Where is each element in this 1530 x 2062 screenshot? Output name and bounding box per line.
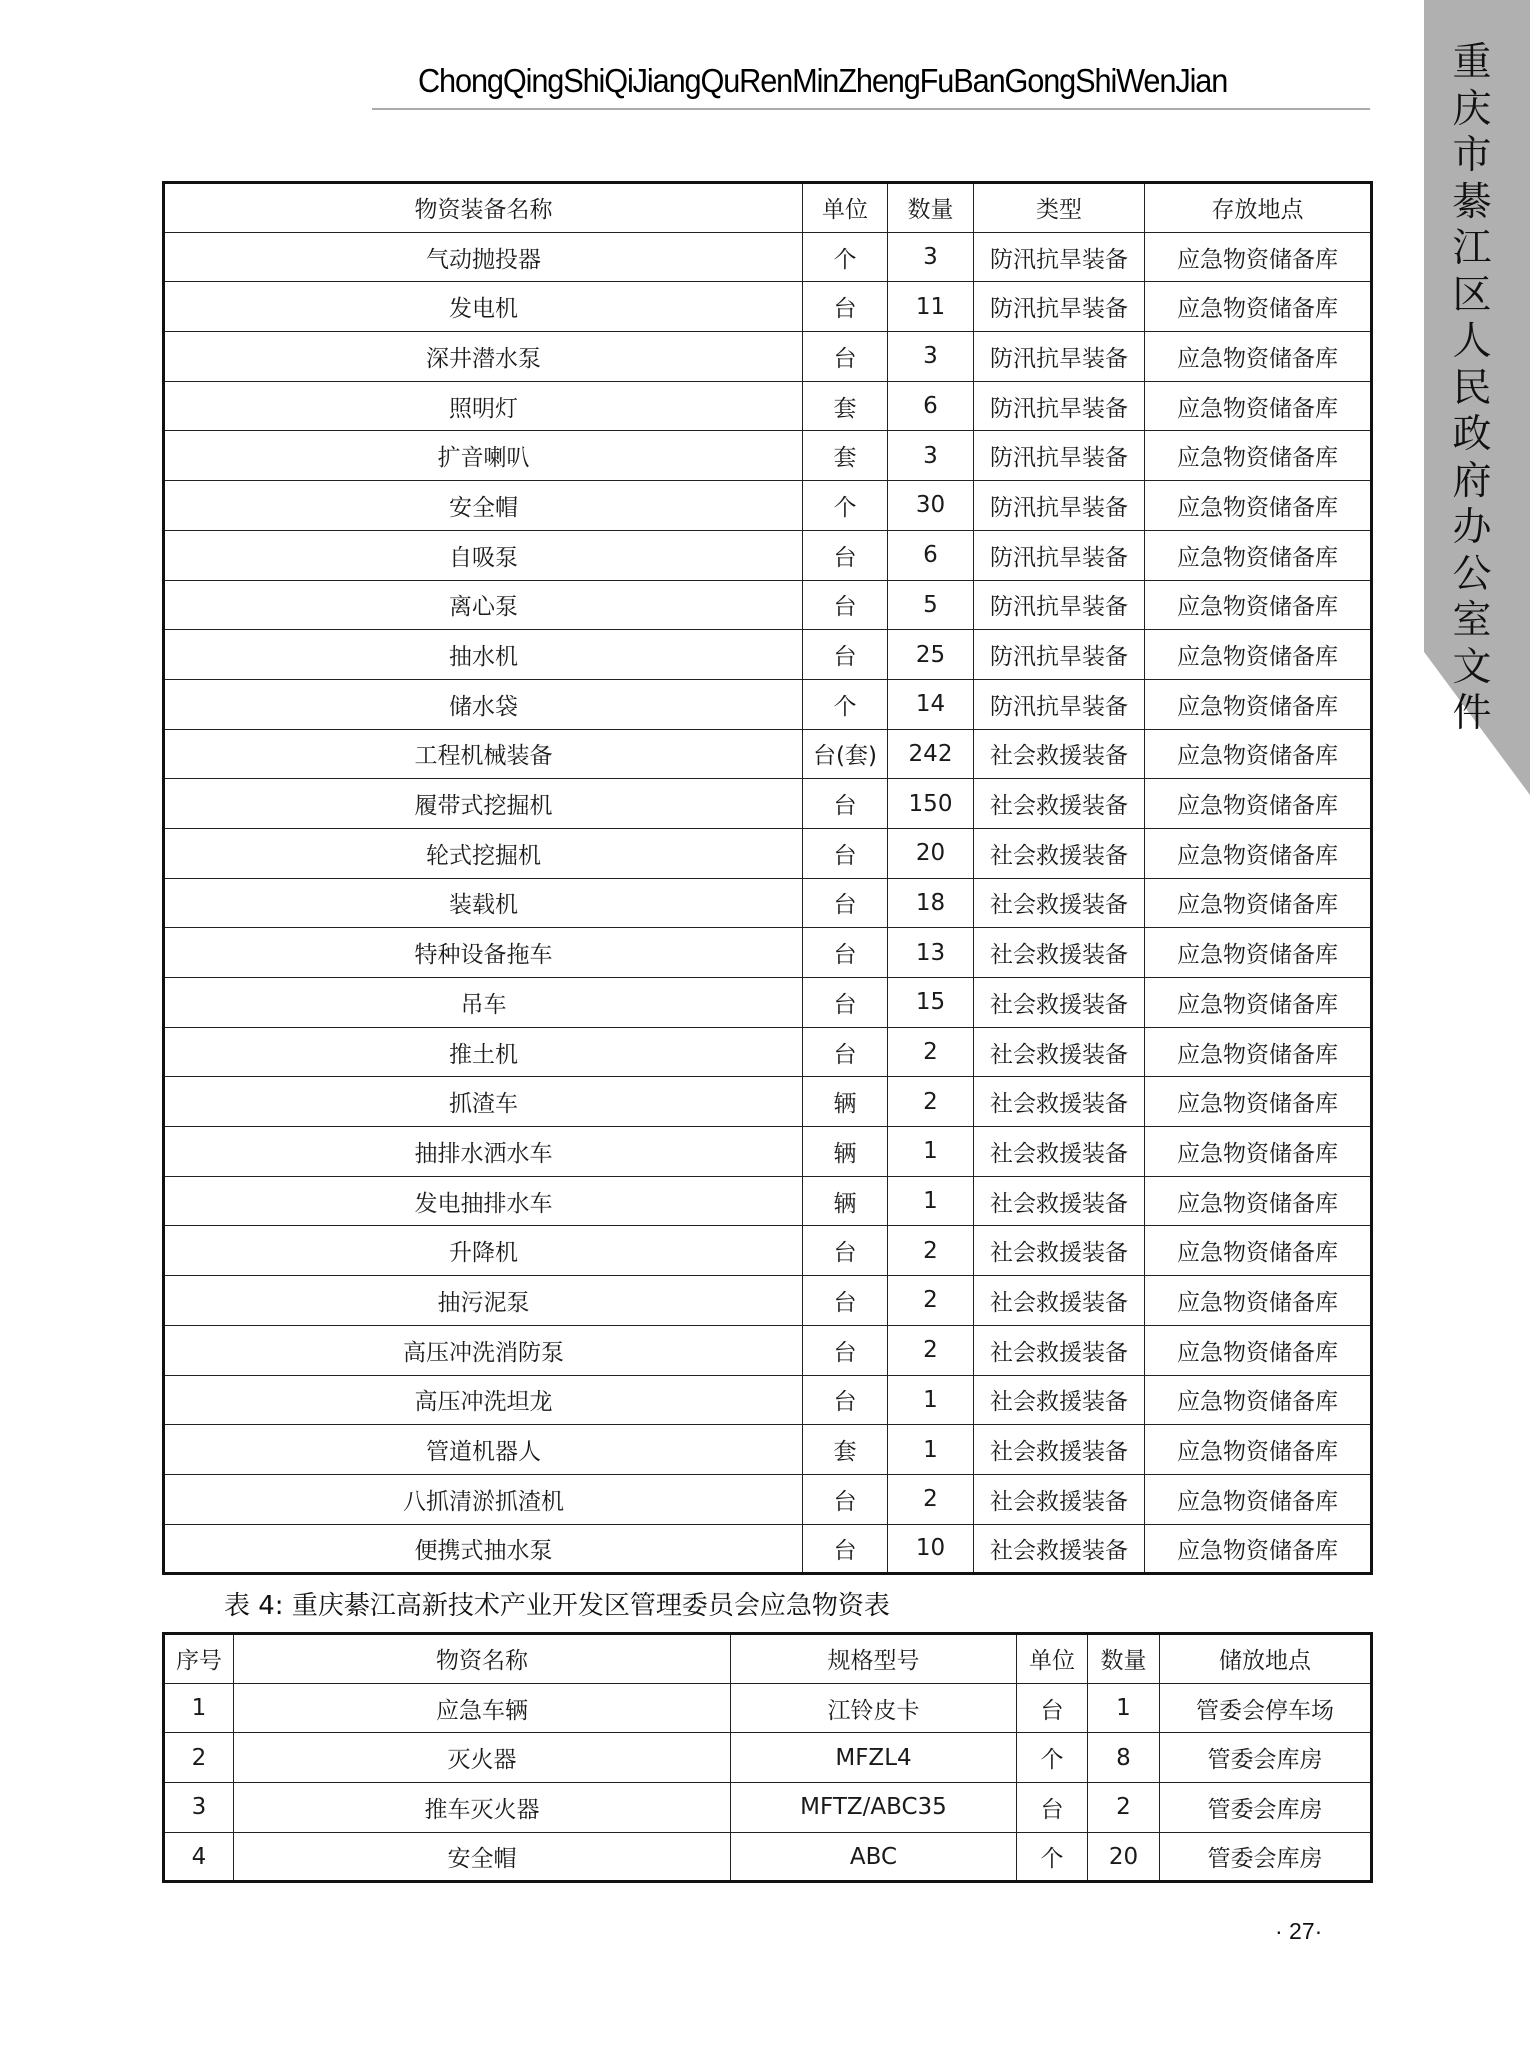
table-row (164, 282, 1372, 332)
table-cell: 8 (1088, 1733, 1160, 1783)
table-cell: 社会救援装备 (974, 978, 1145, 1028)
table-cell: 装载机 (164, 878, 803, 928)
table-cell: 便携式抽水泵 (164, 1524, 803, 1574)
table-cell: 2 (888, 1077, 974, 1127)
table-cell: 套 (803, 1425, 888, 1475)
table-cell: 6 (888, 530, 974, 580)
table-cell: 1 (164, 1683, 234, 1733)
table-cell: 社会救援装备 (974, 1077, 1145, 1127)
table-row (164, 1474, 1372, 1524)
table-cell: 防汛抗旱装备 (974, 232, 1145, 282)
table-cell: 应急物资储备库 (1145, 679, 1372, 729)
table-cell: 社会救援装备 (974, 1127, 1145, 1177)
table-cell: 2 (888, 1027, 974, 1077)
table-cell: 应急物资储备库 (1145, 1127, 1372, 1177)
table-row (164, 978, 1372, 1028)
table-cell: 社会救援装备 (974, 1027, 1145, 1077)
table-cell: 2 (888, 1276, 974, 1326)
column-header: 储放地点 (1160, 1634, 1372, 1684)
table-cell: 150 (888, 779, 974, 829)
table-cell: 台 (1017, 1683, 1088, 1733)
table-cell: 发电机 (164, 282, 803, 332)
table-cell: 3 (888, 431, 974, 481)
table-cell: 社会救援装备 (974, 729, 1145, 779)
table-cell: 2 (888, 1226, 974, 1276)
table-header-row (164, 1634, 1372, 1684)
side-tab-label: 重庆市綦江区人民政府办公室文件 (1452, 40, 1492, 736)
table-cell: 个 (1017, 1832, 1088, 1882)
running-header: ChongQingShiQiJiangQuRenMinZhengFuBanGongShiWenJian (418, 62, 1228, 99)
table-row (164, 232, 1372, 282)
table-row (164, 332, 1372, 382)
table-row (164, 1375, 1372, 1425)
table-cell: ABC (731, 1832, 1017, 1882)
equipment-table-body (164, 232, 1372, 1574)
table-cell: MFZL4 (731, 1733, 1017, 1783)
table-cell: 台 (803, 779, 888, 829)
table-cell: MFTZ/ABC35 (731, 1783, 1017, 1833)
table-cell: 台 (803, 282, 888, 332)
table-cell: 高压冲洗坦龙 (164, 1375, 803, 1425)
table-cell: 防汛抗旱装备 (974, 679, 1145, 729)
table-cell: 自吸泵 (164, 530, 803, 580)
table-cell: 应急物资储备库 (1145, 1176, 1372, 1226)
table-cell: 台(套) (803, 729, 888, 779)
page-number: · 27· (1275, 1918, 1323, 1944)
column-header: 单位 (803, 183, 888, 233)
table-cell: 社会救援装备 (974, 878, 1145, 928)
table-cell: 20 (888, 828, 974, 878)
table-cell: 应急物资储备库 (1145, 1325, 1372, 1375)
table-cell: 应急物资储备库 (1145, 232, 1372, 282)
table-cell: 应急物资储备库 (1145, 530, 1372, 580)
table-cell: 防汛抗旱装备 (974, 282, 1145, 332)
table-cell: 1 (1088, 1683, 1160, 1733)
table-cell: 5 (888, 580, 974, 630)
table-cell: 应急物资储备库 (1145, 332, 1372, 382)
table-cell: 辆 (803, 1077, 888, 1127)
column-header: 数量 (1088, 1634, 1160, 1684)
table-cell: 社会救援装备 (974, 1276, 1145, 1326)
table-cell: 3 (888, 232, 974, 282)
table-cell: 社会救援装备 (974, 1425, 1145, 1475)
table-cell: 2 (888, 1474, 974, 1524)
table-cell: 防汛抗旱装备 (974, 580, 1145, 630)
table-cell: 应急物资储备库 (1145, 381, 1372, 431)
table-cell: 个 (803, 481, 888, 531)
table-cell: 升降机 (164, 1226, 803, 1276)
table-cell: 1 (888, 1127, 974, 1177)
table-cell: 安全帽 (234, 1832, 731, 1882)
table-cell: 推车灭火器 (234, 1783, 731, 1833)
table-cell: 灭火器 (234, 1733, 731, 1783)
table-cell: 应急物资储备库 (1145, 630, 1372, 680)
table-cell: 吊车 (164, 978, 803, 1028)
table-cell: 社会救援装备 (974, 1226, 1145, 1276)
table-cell: 30 (888, 481, 974, 531)
table-row (164, 431, 1372, 481)
table-cell: 个 (803, 232, 888, 282)
table-row (164, 1783, 1372, 1833)
table-cell: 6 (888, 381, 974, 431)
column-header: 序号 (164, 1634, 234, 1684)
table-cell: 台 (803, 1524, 888, 1574)
table-cell: 25 (888, 630, 974, 680)
table-cell: 特种设备拖车 (164, 928, 803, 978)
table-cell: 2 (1088, 1783, 1160, 1833)
table-cell: 台 (803, 1325, 888, 1375)
equipment-table (162, 181, 1373, 1575)
table-cell: 台 (803, 828, 888, 878)
table-row (164, 381, 1372, 431)
table-cell: 扩音喇叭 (164, 431, 803, 481)
table-cell: 防汛抗旱装备 (974, 481, 1145, 531)
table-cell: 防汛抗旱装备 (974, 381, 1145, 431)
table-cell: 辆 (803, 1127, 888, 1177)
table-cell: 3 (164, 1783, 234, 1833)
table-cell: 轮式挖掘机 (164, 828, 803, 878)
table-cell: 应急物资储备库 (1145, 1077, 1372, 1127)
table-cell: 管道机器人 (164, 1425, 803, 1475)
materials-table (162, 1632, 1373, 1883)
table-cell: 台 (803, 878, 888, 928)
table-cell: 应急物资储备库 (1145, 1226, 1372, 1276)
table-cell: 管委会库房 (1160, 1783, 1372, 1833)
table-cell: 11 (888, 282, 974, 332)
table-row (164, 1127, 1372, 1177)
table-row (164, 1176, 1372, 1226)
column-header: 物资装备名称 (164, 183, 803, 233)
table-cell: 应急物资储备库 (1145, 878, 1372, 928)
table-row (164, 1226, 1372, 1276)
table-cell: 离心泵 (164, 580, 803, 630)
table-cell: 辆 (803, 1176, 888, 1226)
table-cell: 社会救援装备 (974, 1474, 1145, 1524)
table-cell: 台 (803, 928, 888, 978)
table-cell: 发电抽排水车 (164, 1176, 803, 1226)
table-cell: 抓渣车 (164, 1077, 803, 1127)
column-header: 数量 (888, 183, 974, 233)
table-cell: 台 (803, 1226, 888, 1276)
table-cell: 1 (888, 1425, 974, 1475)
table-cell: 15 (888, 978, 974, 1028)
table-cell: 应急物资储备库 (1145, 481, 1372, 531)
table-cell: 3 (888, 332, 974, 382)
table-row (164, 481, 1372, 531)
table-row (164, 679, 1372, 729)
table-row (164, 1325, 1372, 1375)
table-row (164, 1832, 1372, 1882)
table-cell: 台 (1017, 1783, 1088, 1833)
table-cell: 套 (803, 431, 888, 481)
table-cell: 应急物资储备库 (1145, 978, 1372, 1028)
table-cell: 社会救援装备 (974, 779, 1145, 829)
table-cell: 照明灯 (164, 381, 803, 431)
table-row (164, 779, 1372, 829)
table-cell: 抽水机 (164, 630, 803, 680)
table-cell: 安全帽 (164, 481, 803, 531)
table-cell: 履带式挖掘机 (164, 779, 803, 829)
table-cell: 应急物资储备库 (1145, 431, 1372, 481)
table-cell: 20 (1088, 1832, 1160, 1882)
table-cell: 2 (888, 1325, 974, 1375)
table-cell: 防汛抗旱装备 (974, 332, 1145, 382)
table-cell: 社会救援装备 (974, 1375, 1145, 1425)
table4-caption: 表 4: 重庆綦江高新技术产业开发区管理委员会应急物资表 (224, 1591, 890, 1621)
table-cell: 管委会库房 (1160, 1832, 1372, 1882)
table-row (164, 530, 1372, 580)
table-cell: 18 (888, 878, 974, 928)
table-cell: 台 (803, 1375, 888, 1425)
table-cell: 高压冲洗消防泵 (164, 1325, 803, 1375)
table-cell: 社会救援装备 (974, 1325, 1145, 1375)
materials-table-body (164, 1683, 1372, 1882)
table-cell: 应急物资储备库 (1145, 580, 1372, 630)
table-cell: 防汛抗旱装备 (974, 530, 1145, 580)
table-row (164, 878, 1372, 928)
table-cell: 14 (888, 679, 974, 729)
table-cell: 工程机械装备 (164, 729, 803, 779)
table-row (164, 1683, 1372, 1733)
table-cell: 社会救援装备 (974, 1176, 1145, 1226)
table-cell: 管委会停车场 (1160, 1683, 1372, 1733)
table-cell: 应急物资储备库 (1145, 1524, 1372, 1574)
table-cell: 台 (803, 630, 888, 680)
table-cell: 应急车辆 (234, 1683, 731, 1733)
table-cell: 社会救援装备 (974, 828, 1145, 878)
table-row (164, 928, 1372, 978)
table-cell: 应急物资储备库 (1145, 1375, 1372, 1425)
table-row (164, 580, 1372, 630)
table-row (164, 1276, 1372, 1326)
table-cell: 1 (888, 1375, 974, 1425)
table-cell: 深井潜水泵 (164, 332, 803, 382)
table-row (164, 828, 1372, 878)
table-cell: 套 (803, 381, 888, 431)
table-cell: 八抓清淤抓渣机 (164, 1474, 803, 1524)
table-row (164, 1077, 1372, 1127)
table-cell: 社会救援装备 (974, 928, 1145, 978)
table-cell: 个 (803, 679, 888, 729)
table-cell: 防汛抗旱装备 (974, 431, 1145, 481)
table-cell: 台 (803, 332, 888, 382)
table-cell: 台 (803, 1276, 888, 1326)
table-row (164, 1733, 1372, 1783)
table-cell: 台 (803, 978, 888, 1028)
table-cell: 社会救援装备 (974, 1524, 1145, 1574)
table-cell: 13 (888, 928, 974, 978)
column-header: 单位 (1017, 1634, 1088, 1684)
table-cell: 应急物资储备库 (1145, 779, 1372, 829)
table-row (164, 1425, 1372, 1475)
column-header: 规格型号 (731, 1634, 1017, 1684)
table-cell: 抽污泥泵 (164, 1276, 803, 1326)
table-row (164, 630, 1372, 680)
table-cell: 应急物资储备库 (1145, 282, 1372, 332)
table-cell: 10 (888, 1524, 974, 1574)
table-cell: 应急物资储备库 (1145, 1425, 1372, 1475)
table-cell: 2 (164, 1733, 234, 1783)
table-cell: 台 (803, 530, 888, 580)
table-row (164, 729, 1372, 779)
table-cell: 242 (888, 729, 974, 779)
table-cell: 应急物资储备库 (1145, 729, 1372, 779)
header-rule (372, 108, 1370, 110)
table-cell: 储水袋 (164, 679, 803, 729)
table-cell: 管委会库房 (1160, 1733, 1372, 1783)
table-cell: 应急物资储备库 (1145, 1474, 1372, 1524)
table-cell: 台 (803, 580, 888, 630)
table-cell: 台 (803, 1474, 888, 1524)
table-cell: 气动抛投器 (164, 232, 803, 282)
table-cell: 应急物资储备库 (1145, 828, 1372, 878)
table-row (164, 1027, 1372, 1077)
table-header-row (164, 183, 1372, 233)
table-row (164, 1524, 1372, 1574)
column-header: 存放地点 (1145, 183, 1372, 233)
table-cell: 防汛抗旱装备 (974, 630, 1145, 680)
column-header: 物资名称 (234, 1634, 731, 1684)
table-cell: 4 (164, 1832, 234, 1882)
table-cell: 个 (1017, 1733, 1088, 1783)
table-cell: 应急物资储备库 (1145, 1276, 1372, 1326)
column-header: 类型 (974, 183, 1145, 233)
table-cell: 抽排水洒水车 (164, 1127, 803, 1177)
table-cell: 台 (803, 1027, 888, 1077)
table-cell: 江铃皮卡 (731, 1683, 1017, 1733)
table-cell: 应急物资储备库 (1145, 1027, 1372, 1077)
table-cell: 推土机 (164, 1027, 803, 1077)
table-cell: 1 (888, 1176, 974, 1226)
table-cell: 应急物资储备库 (1145, 928, 1372, 978)
